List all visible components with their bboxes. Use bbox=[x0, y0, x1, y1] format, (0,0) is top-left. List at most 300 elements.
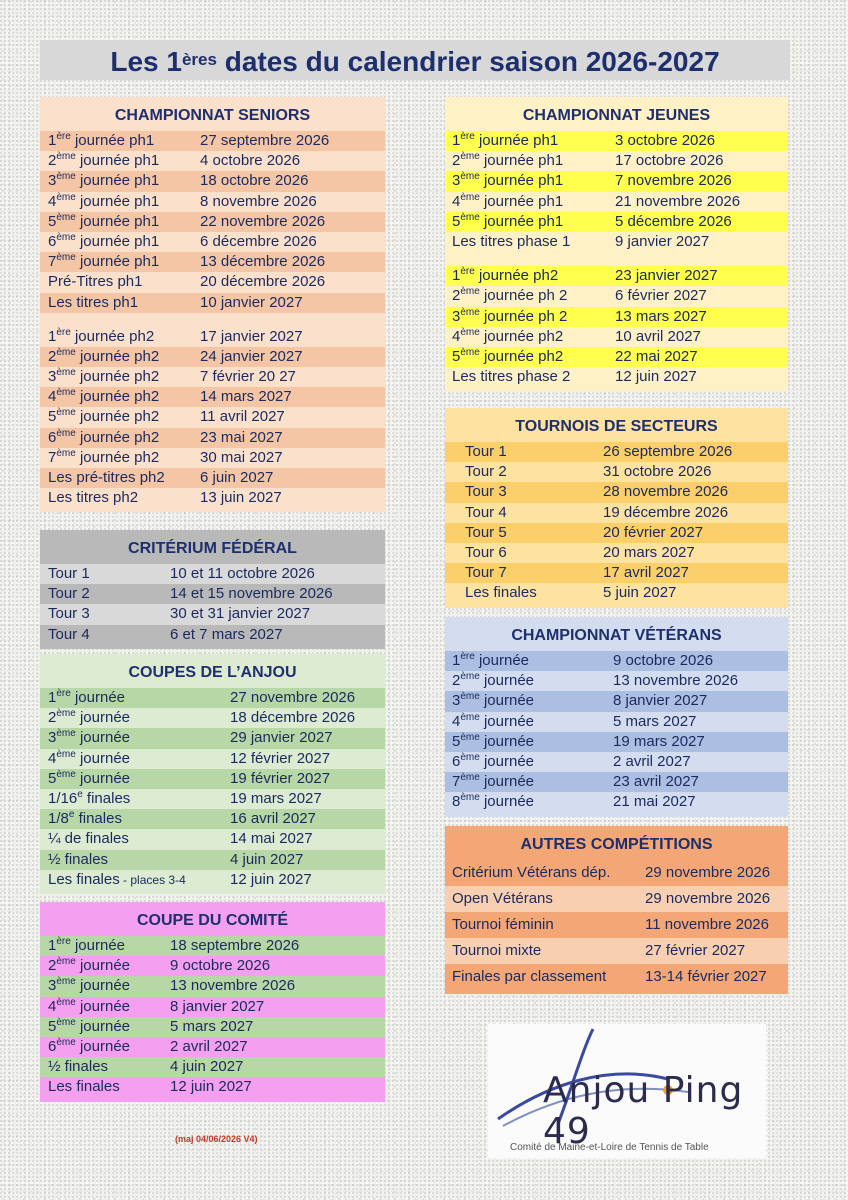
row-date: 29 janvier 2027 bbox=[230, 729, 333, 747]
row-label-sup: ème bbox=[460, 751, 480, 763]
row-date: 10 et 11 octobre 2026 bbox=[170, 565, 315, 582]
row-label bbox=[48, 850, 108, 870]
row-label-sup: ème bbox=[56, 171, 76, 183]
row-label-rest: journée bbox=[479, 773, 535, 791]
row-label-rest: journée ph1 bbox=[474, 132, 559, 149]
autres-competitions-section bbox=[445, 826, 788, 994]
row-label-main: 3 bbox=[48, 172, 57, 190]
row-date: 17 avril 2027 bbox=[603, 564, 689, 582]
row-label-main: 6 bbox=[452, 752, 461, 770]
table-row bbox=[445, 691, 788, 711]
row-label bbox=[48, 1037, 130, 1057]
row-label bbox=[452, 792, 534, 812]
section-header: CHAMPIONNAT VÉTÉRANS bbox=[445, 617, 788, 651]
row-date: 23 mai 2027 bbox=[200, 428, 283, 446]
row-date: 28 novembre 2026 bbox=[603, 483, 729, 501]
row-label-rest: journée ph 2 bbox=[479, 307, 568, 325]
row-label-sup: ème bbox=[460, 346, 480, 358]
row-label-sup: ème bbox=[56, 748, 76, 760]
criterium-federal-section bbox=[40, 530, 385, 649]
row-label-main: 1 bbox=[48, 937, 57, 954]
row-label-main: 2 bbox=[452, 152, 461, 170]
section-header: CRITÉRIUM FÉDÉRAL bbox=[40, 530, 385, 564]
row-label-sup: ème bbox=[56, 191, 76, 203]
row-date: 5 juin 2027 bbox=[603, 584, 677, 602]
row-label bbox=[452, 286, 567, 306]
row-label bbox=[48, 212, 159, 232]
row-label-rest: journée bbox=[75, 709, 131, 727]
section-end bbox=[445, 990, 788, 994]
section-body bbox=[445, 860, 788, 994]
table-row bbox=[40, 232, 385, 252]
row-label bbox=[48, 387, 159, 407]
table-row bbox=[445, 712, 788, 732]
table-row bbox=[40, 1037, 385, 1057]
row-date: 5 mars 2027 bbox=[613, 712, 697, 730]
row-date: 9 janvier 2027 bbox=[615, 232, 710, 250]
row-date: 11 novembre 2026 bbox=[645, 916, 769, 933]
section-header: CHAMPIONNAT JEUNES bbox=[445, 97, 788, 131]
row-label-main: Tour 7 bbox=[465, 564, 507, 582]
row-label-rest: journée bbox=[479, 793, 535, 811]
row-label bbox=[48, 870, 186, 890]
row-label-main: 5 bbox=[48, 408, 57, 426]
update-note: (maj 04/06/2026 V4) bbox=[175, 1134, 258, 1144]
row-label-main: 8 bbox=[452, 793, 461, 811]
row-label-main: Finales par classement bbox=[452, 968, 607, 985]
row-label-main: 5 bbox=[452, 732, 461, 750]
row-label bbox=[452, 651, 529, 671]
table-row bbox=[40, 749, 385, 769]
row-label bbox=[452, 192, 563, 212]
row-date: 26 septembre 2026 bbox=[603, 443, 733, 460]
row-label-main: 5 bbox=[48, 1017, 57, 1035]
table-row bbox=[40, 1077, 385, 1097]
row-label-rest: journée bbox=[479, 672, 535, 690]
row-date: 23 avril 2027 bbox=[613, 773, 699, 791]
table-row bbox=[40, 584, 385, 604]
row-date: 29 novembre 2026 bbox=[645, 864, 771, 881]
row-label-main: Open Vétérans bbox=[452, 890, 553, 907]
table-row bbox=[445, 583, 788, 603]
row-label bbox=[465, 523, 507, 543]
table-row bbox=[445, 347, 788, 367]
row-label bbox=[452, 212, 563, 232]
championnat-jeunes-section bbox=[445, 97, 788, 391]
section-end bbox=[445, 387, 788, 391]
row-label bbox=[48, 809, 122, 829]
row-label-sup: ème bbox=[460, 191, 480, 203]
row-date: 19 mars 2027 bbox=[230, 789, 322, 807]
row-label bbox=[452, 151, 563, 171]
row-label bbox=[452, 912, 554, 938]
row-date: 30 et 31 janvier 2027 bbox=[170, 605, 311, 623]
row-date: 4 juin 2027 bbox=[230, 850, 304, 868]
table-row bbox=[445, 543, 788, 563]
row-label-main: 1 bbox=[452, 267, 461, 285]
row-label bbox=[48, 728, 130, 748]
table-row bbox=[40, 769, 385, 789]
row-date: 5 décembre 2026 bbox=[615, 212, 732, 230]
table-row bbox=[40, 850, 385, 870]
row-label bbox=[48, 769, 130, 789]
row-label bbox=[48, 151, 159, 171]
row-label-main: Tour 6 bbox=[465, 543, 507, 561]
section-body bbox=[40, 936, 385, 1102]
row-date: 27 février 2027 bbox=[645, 942, 746, 959]
row-label-main: ½ finales bbox=[48, 1058, 109, 1076]
row-date: 31 octobre 2026 bbox=[603, 463, 712, 481]
row-label bbox=[48, 976, 130, 996]
row-label-sup: ère bbox=[460, 266, 475, 278]
row-label-main: Les titres phase 1 bbox=[452, 232, 571, 250]
row-label bbox=[452, 232, 570, 252]
table-row bbox=[445, 523, 788, 543]
row-date: 4 juin 2027 bbox=[170, 1058, 244, 1076]
row-date: 20 février 2027 bbox=[603, 523, 704, 541]
row-date: 13 novembre 2026 bbox=[613, 672, 739, 690]
row-label-rest: journée bbox=[75, 957, 131, 975]
row-date: 4 octobre 2026 bbox=[200, 152, 301, 170]
row-date: 20 mars 2027 bbox=[603, 543, 695, 561]
row-label-rest: journée ph1 bbox=[75, 232, 160, 250]
table-row bbox=[40, 625, 385, 645]
row-label-main: 4 bbox=[48, 997, 57, 1015]
row-label bbox=[452, 752, 534, 772]
table-row bbox=[40, 347, 385, 367]
row-date: 14 mars 2027 bbox=[200, 388, 292, 406]
row-label bbox=[48, 956, 130, 976]
table-row bbox=[40, 131, 385, 151]
row-label-note: - places 3-4 bbox=[119, 872, 186, 887]
row-label bbox=[48, 232, 159, 252]
section-body bbox=[445, 131, 788, 391]
row-label-rest: journée bbox=[75, 749, 131, 767]
row-label bbox=[48, 789, 130, 809]
row-date: 16 avril 2027 bbox=[230, 810, 316, 828]
table-row bbox=[40, 708, 385, 728]
row-label-rest: journée ph2 bbox=[75, 388, 160, 406]
row-label-main: 2 bbox=[48, 709, 57, 727]
row-label bbox=[48, 708, 130, 728]
table-row bbox=[40, 252, 385, 272]
row-label-rest: journée ph1 bbox=[70, 132, 155, 149]
row-label-sup: ème bbox=[56, 728, 76, 740]
table-row bbox=[40, 604, 385, 624]
row-date: 13-14 février 2027 bbox=[645, 968, 767, 985]
row-label-sup: ème bbox=[56, 976, 76, 988]
row-label-sup: ème bbox=[56, 708, 76, 720]
row-label-main: Les titres phase 2 bbox=[452, 368, 571, 386]
row-label-main: 1 bbox=[48, 132, 57, 149]
row-label bbox=[48, 829, 129, 849]
table-row bbox=[445, 792, 788, 812]
row-label-sup: ère bbox=[56, 688, 71, 699]
row-label-main: 6 bbox=[48, 1037, 57, 1055]
row-label-rest: journée ph1 bbox=[479, 212, 564, 230]
row-label bbox=[48, 192, 159, 212]
row-label-sup: ème bbox=[56, 407, 76, 419]
table-row bbox=[40, 688, 385, 708]
row-label-main: 2 bbox=[48, 957, 57, 975]
row-label-sup: ème bbox=[56, 252, 76, 264]
row-label bbox=[452, 772, 534, 792]
row-label bbox=[48, 367, 159, 387]
table-row bbox=[445, 212, 788, 232]
table-row bbox=[40, 936, 385, 956]
row-label-rest: journée bbox=[474, 652, 530, 669]
table-row bbox=[445, 442, 788, 462]
row-label-rest: journée bbox=[75, 729, 131, 747]
row-label bbox=[48, 1077, 120, 1097]
table-row bbox=[40, 728, 385, 748]
row-label bbox=[465, 563, 507, 583]
row-label-sup: ème bbox=[460, 286, 480, 298]
row-label-sup: e bbox=[77, 788, 83, 800]
row-label-sup: ème bbox=[56, 1016, 76, 1028]
row-date: 21 mai 2027 bbox=[613, 793, 696, 811]
row-label-rest: finales bbox=[74, 810, 122, 828]
row-date: 27 septembre 2026 bbox=[200, 132, 330, 149]
section-end bbox=[40, 645, 385, 649]
row-date: 10 avril 2027 bbox=[615, 327, 701, 345]
row-label bbox=[465, 442, 507, 462]
row-label-sup: ème bbox=[56, 151, 76, 163]
row-label-main: Tour 1 bbox=[48, 565, 90, 582]
table-row bbox=[40, 997, 385, 1017]
row-label-main: 2 bbox=[48, 347, 57, 365]
row-label-sup: ème bbox=[56, 231, 76, 243]
row-label-rest: journée bbox=[479, 732, 535, 750]
row-label bbox=[465, 543, 507, 563]
row-label-rest: journée bbox=[479, 712, 535, 730]
row-label-rest: journée ph1 bbox=[479, 192, 564, 210]
table-row bbox=[445, 307, 788, 327]
row-label-main: Les finales bbox=[48, 870, 120, 888]
table-row bbox=[40, 789, 385, 809]
row-label-main: ½ finales bbox=[48, 850, 109, 868]
tournois-secteurs-section bbox=[445, 408, 788, 608]
table-row bbox=[445, 860, 788, 886]
section-header: AUTRES COMPÉTITIONS bbox=[445, 826, 788, 860]
logo bbox=[488, 1024, 766, 1158]
row-label bbox=[465, 482, 507, 502]
table-row bbox=[40, 809, 385, 829]
row-label-sup: ème bbox=[56, 427, 76, 439]
row-label bbox=[452, 671, 534, 691]
row-label bbox=[452, 691, 534, 711]
table-row bbox=[445, 912, 788, 938]
row-label-main: 3 bbox=[452, 307, 461, 325]
row-date: 22 mai 2027 bbox=[615, 347, 698, 365]
row-label bbox=[48, 428, 159, 448]
row-label-rest: journée bbox=[479, 752, 535, 770]
row-label-sup: ème bbox=[460, 772, 480, 784]
row-label bbox=[48, 448, 159, 468]
row-label-main: 2 bbox=[452, 287, 461, 305]
row-label bbox=[48, 468, 165, 488]
row-label-main: 3 bbox=[48, 977, 57, 995]
row-label-main: 3 bbox=[48, 729, 57, 747]
row-label-main: 1 bbox=[48, 689, 57, 706]
table-row bbox=[445, 232, 788, 252]
row-label bbox=[48, 272, 142, 292]
row-label-main: Tour 3 bbox=[48, 605, 90, 623]
table-row bbox=[445, 171, 788, 191]
row-label-sup: ème bbox=[460, 711, 480, 723]
table-row bbox=[445, 286, 788, 306]
row-label-sup: ème bbox=[460, 326, 480, 338]
row-label-sup: ème bbox=[56, 956, 76, 968]
table-row bbox=[445, 732, 788, 752]
row-date: 18 décembre 2026 bbox=[230, 709, 356, 727]
table-row bbox=[445, 131, 788, 151]
row-label-rest: journée bbox=[70, 689, 126, 706]
table-row bbox=[445, 151, 788, 171]
table-row bbox=[40, 212, 385, 232]
row-label-main: 5 bbox=[452, 347, 461, 365]
row-label bbox=[452, 131, 558, 151]
row-label bbox=[48, 997, 130, 1017]
row-label-rest: journée ph1 bbox=[75, 253, 160, 271]
row-label-main: 1 bbox=[48, 327, 57, 345]
row-label-rest: journée bbox=[75, 1017, 131, 1035]
table-row bbox=[445, 266, 788, 286]
row-label-main: 1 bbox=[452, 652, 461, 669]
row-label-main: 6 bbox=[48, 428, 57, 446]
row-label-rest: journée ph1 bbox=[75, 152, 160, 170]
table-row bbox=[445, 367, 788, 387]
row-label-rest: journée ph2 bbox=[479, 347, 564, 365]
table-row bbox=[40, 151, 385, 171]
row-label-main: 3 bbox=[452, 692, 461, 710]
row-label-main: 5 bbox=[48, 212, 57, 230]
table-row bbox=[40, 488, 385, 508]
row-label-sup: e bbox=[68, 809, 75, 821]
championnat-veterans-section bbox=[445, 617, 788, 817]
row-label-sup: ème bbox=[56, 367, 76, 379]
row-label-main: 6 bbox=[48, 232, 57, 250]
row-date: 18 octobre 2026 bbox=[200, 172, 309, 190]
logo-text: Anjou Ping 49 bbox=[543, 1070, 744, 1152]
row-label bbox=[48, 749, 130, 769]
table-row bbox=[445, 964, 788, 990]
section-end bbox=[445, 813, 788, 817]
section-header: CHAMPIONNAT SENIORS bbox=[40, 97, 385, 131]
table-row bbox=[40, 171, 385, 191]
row-label bbox=[452, 171, 563, 191]
row-label bbox=[452, 347, 563, 367]
row-label-rest: journée ph1 bbox=[479, 152, 564, 170]
table-row bbox=[40, 1017, 385, 1037]
logo-subtitle: Comité de Maine-et-Loire de Tennis de Table bbox=[510, 1142, 709, 1153]
row-label-sup: ère bbox=[56, 326, 71, 338]
row-label bbox=[48, 293, 138, 313]
row-label-main: 4 bbox=[48, 192, 57, 210]
table-row bbox=[445, 938, 788, 964]
table-row bbox=[445, 462, 788, 482]
row-label bbox=[48, 252, 159, 272]
row-label-rest: journée ph1 bbox=[75, 192, 160, 210]
table-row bbox=[40, 448, 385, 468]
row-label-sup: ème bbox=[56, 211, 76, 223]
row-label-main: 5 bbox=[452, 212, 461, 230]
row-date: 6 décembre 2026 bbox=[200, 232, 317, 250]
row-date: 8 novembre 2026 bbox=[200, 192, 317, 210]
row-date: 17 octobre 2026 bbox=[615, 152, 724, 170]
row-date: 30 mai 2027 bbox=[200, 448, 283, 466]
row-label-main: 4 bbox=[48, 388, 57, 406]
row-label bbox=[48, 936, 125, 956]
row-label-main: 2 bbox=[452, 672, 461, 690]
row-date: 7 novembre 2026 bbox=[615, 172, 732, 190]
row-label-main: 3 bbox=[48, 368, 57, 386]
row-date: 12 février 2027 bbox=[230, 749, 331, 767]
row-label-rest: journée ph2 bbox=[75, 408, 160, 426]
row-label-main: 5 bbox=[48, 769, 57, 787]
section-end bbox=[40, 508, 385, 512]
row-gap bbox=[40, 313, 385, 327]
row-label bbox=[465, 583, 537, 603]
row-label bbox=[48, 131, 154, 151]
row-label-main: Tour 3 bbox=[465, 483, 507, 501]
row-label-rest: journée ph2 bbox=[75, 347, 160, 365]
section-body bbox=[40, 564, 385, 649]
row-label-sup: ème bbox=[56, 387, 76, 399]
row-date: 27 novembre 2026 bbox=[230, 689, 356, 706]
table-row bbox=[40, 468, 385, 488]
row-date: 24 janvier 2027 bbox=[200, 347, 303, 365]
table-row bbox=[445, 192, 788, 212]
row-label-main: Tour 5 bbox=[465, 523, 507, 541]
coupe-comite-section bbox=[40, 902, 385, 1102]
row-label-sup: ème bbox=[460, 151, 480, 163]
row-label bbox=[452, 886, 553, 912]
row-label-sup: ème bbox=[460, 691, 480, 703]
section-header: TOURNOIS DE SECTEURS bbox=[445, 408, 788, 442]
row-date: 17 janvier 2027 bbox=[200, 327, 303, 345]
row-label-main: 7 bbox=[48, 448, 57, 466]
row-label bbox=[48, 171, 159, 191]
row-label-rest: journée ph2 bbox=[474, 267, 559, 285]
row-label-main: Critérium Vétérans dép. bbox=[452, 864, 611, 881]
row-label bbox=[48, 604, 90, 624]
row-label-main: 7 bbox=[452, 773, 461, 791]
section-body bbox=[445, 651, 788, 817]
section-body bbox=[40, 688, 385, 894]
row-date: 13 juin 2027 bbox=[200, 489, 282, 507]
row-label bbox=[48, 488, 138, 508]
row-date: 7 février 20 27 bbox=[200, 368, 296, 386]
row-date: 12 juin 2027 bbox=[230, 870, 312, 888]
row-date: 3 octobre 2026 bbox=[615, 132, 716, 149]
row-label-main: Les pré-titres ph2 bbox=[48, 469, 165, 486]
table-row bbox=[445, 772, 788, 792]
section-header: COUPES DE L’ANJOU bbox=[40, 654, 385, 688]
row-date: 18 septembre 2026 bbox=[170, 937, 300, 954]
row-label-sup: ème bbox=[460, 171, 480, 183]
row-label-main: 1/16 bbox=[48, 789, 78, 807]
row-label-rest: journée ph2 bbox=[75, 368, 160, 386]
row-date: 14 mai 2027 bbox=[230, 830, 313, 848]
row-label-main: ¼ de finales bbox=[48, 830, 129, 848]
row-label-rest: journée ph2 bbox=[70, 327, 155, 345]
row-label-rest: journée ph1 bbox=[75, 172, 160, 190]
row-label bbox=[452, 938, 541, 964]
row-label-main: 7 bbox=[48, 253, 57, 271]
section-end bbox=[445, 604, 788, 608]
table-row bbox=[40, 272, 385, 292]
